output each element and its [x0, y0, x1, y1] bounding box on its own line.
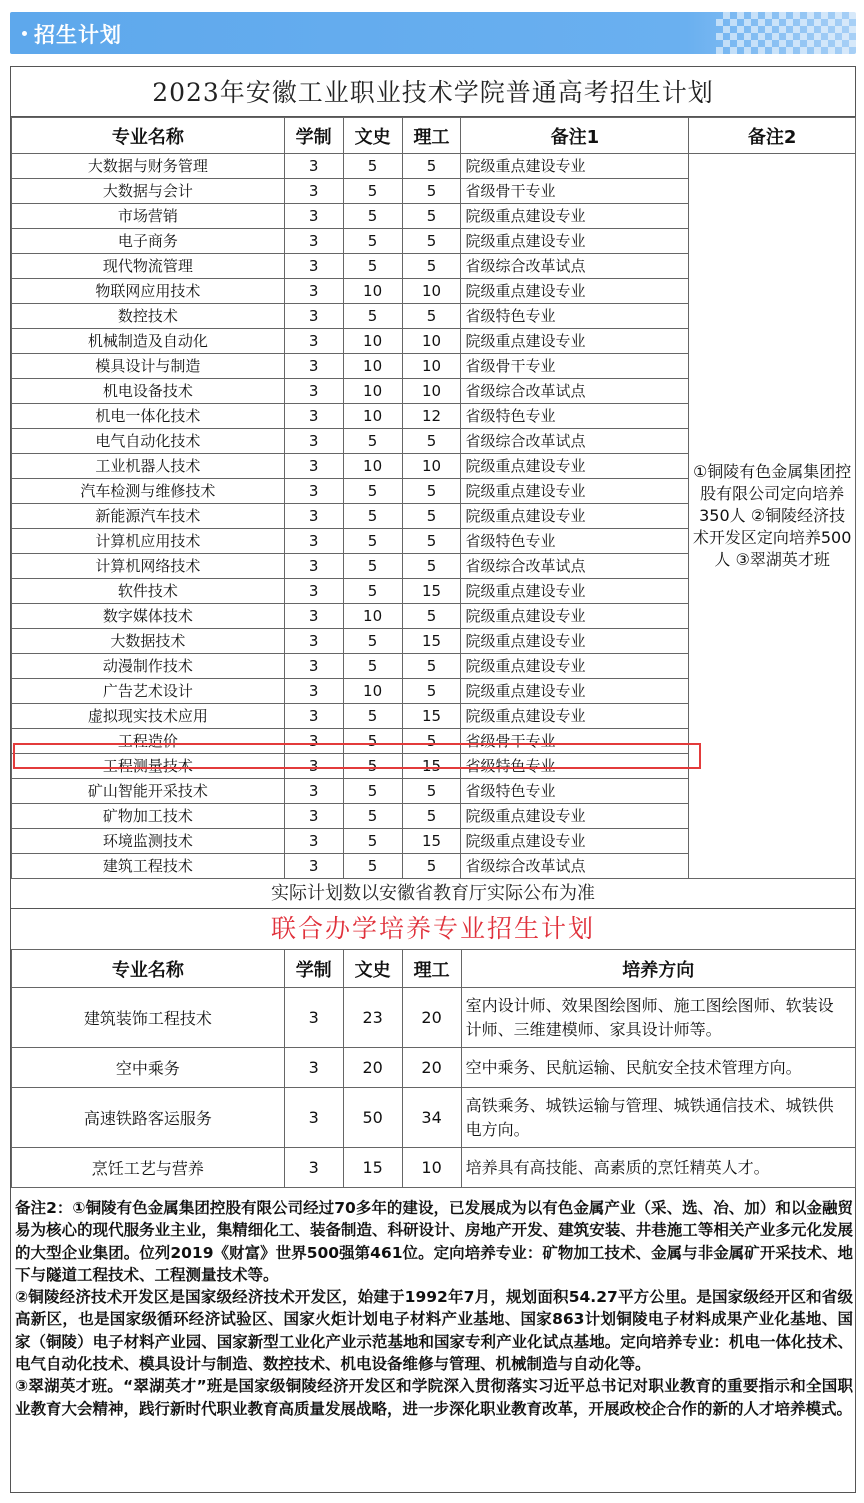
arts-count-cell: 15 — [343, 1148, 402, 1188]
arts-count-cell: 5 — [343, 579, 402, 604]
years-cell: 3 — [284, 329, 343, 354]
col-header-years: 学制 — [284, 118, 343, 154]
plan-title: 2023年安徽工业职业技术学院普通高考招生计划 — [11, 67, 855, 117]
arts-count-cell: 5 — [343, 854, 402, 879]
note1-cell: 省级骨干专业 — [461, 729, 689, 754]
sci-count-cell: 15 — [402, 629, 461, 654]
arts-count-cell: 5 — [343, 179, 402, 204]
years-cell: 3 — [284, 354, 343, 379]
years-cell: 3 — [284, 729, 343, 754]
col-header-name: 专业名称 — [12, 950, 285, 988]
enrollment-sheet — [10, 66, 856, 1493]
note1-cell: 院级重点建设专业 — [461, 154, 689, 179]
years-cell: 3 — [284, 554, 343, 579]
years-cell: 3 — [284, 279, 343, 304]
major-name-cell: 机械制造及自动化 — [12, 329, 285, 354]
major-name-cell: 数字媒体技术 — [12, 604, 285, 629]
arts-count-cell: 10 — [343, 329, 402, 354]
sci-count-cell: 5 — [402, 154, 461, 179]
sci-count-cell: 5 — [402, 854, 461, 879]
major-name-cell: 建筑装饰工程技术 — [12, 988, 285, 1048]
arts-count-cell: 5 — [343, 729, 402, 754]
major-name-cell: 高速铁路客运服务 — [12, 1088, 285, 1148]
note1-cell: 省级综合改革试点 — [461, 379, 689, 404]
arts-count-cell: 10 — [343, 354, 402, 379]
sci-count-cell: 5 — [402, 779, 461, 804]
major-name-cell: 广告艺术设计 — [12, 679, 285, 704]
col-header-direction: 培养方向 — [461, 950, 855, 988]
col-header-sci: 理工 — [402, 118, 461, 154]
sci-count-cell: 10 — [402, 1148, 461, 1188]
note1-cell: 省级特色专业 — [461, 404, 689, 429]
col-header-years: 学制 — [284, 950, 343, 988]
arts-count-cell: 5 — [343, 529, 402, 554]
sci-count-cell: 5 — [402, 254, 461, 279]
years-cell: 3 — [284, 854, 343, 879]
note1-cell: 省级骨干专业 — [461, 354, 689, 379]
arts-count-cell: 10 — [343, 279, 402, 304]
col-header-arts: 文史 — [343, 118, 402, 154]
joint-header-row — [12, 950, 856, 988]
years-cell: 3 — [284, 304, 343, 329]
joint-table — [11, 949, 856, 1188]
sci-count-cell: 5 — [402, 804, 461, 829]
note1-cell: 省级特色专业 — [461, 754, 689, 779]
remark-paragraph: ②铜陵经济技术开发区是国家级经济技术开发区，始建于1992年7月，规划面积54.27平方公里。是国家级经开区和省级高新区，也是国家级循环经济试验区、国家火炬计划电子材料产业基地、国家863计划铜陵电子材料成果产业化基地、国家（铜陵）电子材料产业园、国家新型工业化产业示范基地和国家专利产业化试点基地。定向培养专业：机电一体化技术、电气自动化技术、模具设计与制造、数控技术、机电设备维修与管理、机械制造与自动化等。 — [15, 1288, 853, 1374]
note1-cell: 院级重点建设专业 — [461, 654, 689, 679]
sci-count-cell: 15 — [402, 704, 461, 729]
sci-count-cell: 10 — [402, 329, 461, 354]
sci-count-cell: 10 — [402, 379, 461, 404]
col-header-note2: 备注2 — [689, 118, 856, 154]
sci-count-cell: 15 — [402, 829, 461, 854]
sci-count-cell: 5 — [402, 729, 461, 754]
years-cell: 3 — [284, 704, 343, 729]
arts-count-cell: 5 — [343, 554, 402, 579]
table-row — [12, 1088, 856, 1148]
sci-count-cell: 5 — [402, 429, 461, 454]
years-cell: 3 — [284, 1148, 343, 1188]
col-header-arts: 文史 — [343, 950, 402, 988]
bullet-icon — [22, 31, 27, 36]
sci-count-cell: 34 — [402, 1088, 461, 1148]
arts-count-cell: 5 — [343, 779, 402, 804]
sci-count-cell: 5 — [402, 504, 461, 529]
years-cell: 3 — [284, 679, 343, 704]
years-cell: 3 — [284, 379, 343, 404]
sci-count-cell: 5 — [402, 229, 461, 254]
arts-count-cell: 10 — [343, 679, 402, 704]
note1-cell: 院级重点建设专业 — [461, 679, 689, 704]
arts-count-cell: 5 — [343, 204, 402, 229]
note1-cell: 院级重点建设专业 — [461, 629, 689, 654]
major-name-cell: 矿物加工技术 — [12, 804, 285, 829]
remark-paragraph: 备注2：①铜陵有色金属集团控股有限公司经过70多年的建设，已发展成为以有色金属产业（采、选、冶、加）和以金融贸易为核心的现代服务业主业，集精细化工、装备制造、科研设计、房地产开发、建筑安装、井巷施工等相关产业多元化发展的大型企业集团。位列2019《财富》世界500强第461位。定向培养专业：矿物加工技术、金属与非金属矿开采技术、地下与隧道工程技术、工程测量技术等。 — [15, 1199, 853, 1284]
note1-cell: 省级综合改革试点 — [461, 554, 689, 579]
sci-count-cell: 5 — [402, 304, 461, 329]
note1-cell: 院级重点建设专业 — [461, 804, 689, 829]
arts-count-cell: 10 — [343, 379, 402, 404]
arts-count-cell: 5 — [343, 654, 402, 679]
col-header-sci: 理工 — [402, 950, 461, 988]
major-name-cell: 烹饪工艺与营养 — [12, 1148, 285, 1188]
note1-cell: 院级重点建设专业 — [461, 454, 689, 479]
arts-count-cell: 5 — [343, 629, 402, 654]
years-cell: 3 — [284, 504, 343, 529]
note1-cell: 省级特色专业 — [461, 779, 689, 804]
note1-cell: 院级重点建设专业 — [461, 329, 689, 354]
remark-paragraph: ③翠湖英才班。“翠湖英才”班是国家级铜陵经济开发区和学院深入贯彻落实习近平总书记对职业教育的重要指示和全国职业教育大会精神，践行新时代职业教育高质量发展战略，进一步深化职业教育改革，开展政校企合作的新的人才培养模式。 — [15, 1377, 853, 1418]
major-name-cell: 市场营销 — [12, 204, 285, 229]
arts-count-cell: 10 — [343, 604, 402, 629]
years-cell: 3 — [284, 779, 343, 804]
remarks-block — [15, 1197, 853, 1420]
major-name-cell: 物联网应用技术 — [12, 279, 285, 304]
major-name-cell: 空中乘务 — [12, 1048, 285, 1088]
major-name-cell: 现代物流管理 — [12, 254, 285, 279]
major-name-cell: 工程测量技术 — [12, 754, 285, 779]
arts-count-cell: 5 — [343, 154, 402, 179]
sci-count-cell: 5 — [402, 529, 461, 554]
decorative-pattern — [716, 12, 856, 54]
years-cell: 3 — [284, 754, 343, 779]
years-cell: 3 — [284, 829, 343, 854]
sci-count-cell: 5 — [402, 479, 461, 504]
direction-cell: 培养具有高技能、高素质的烹饪精英人才。 — [461, 1148, 855, 1188]
major-name-cell: 环境监测技术 — [12, 829, 285, 854]
sci-count-cell: 5 — [402, 554, 461, 579]
major-name-cell: 工业机器人技术 — [12, 454, 285, 479]
note1-cell: 院级重点建设专业 — [461, 229, 689, 254]
major-name-cell: 计算机应用技术 — [12, 529, 285, 554]
sci-count-cell: 5 — [402, 179, 461, 204]
years-cell: 3 — [284, 604, 343, 629]
arts-count-cell: 5 — [343, 804, 402, 829]
years-cell: 3 — [284, 529, 343, 554]
years-cell: 3 — [284, 229, 343, 254]
years-cell: 3 — [284, 154, 343, 179]
sci-count-cell: 15 — [402, 754, 461, 779]
major-name-cell: 建筑工程技术 — [12, 854, 285, 879]
col-header-note1: 备注1 — [461, 118, 689, 154]
note1-cell: 省级综合改革试点 — [461, 254, 689, 279]
section-title: 招生计划 — [34, 23, 122, 47]
arts-count-cell: 10 — [343, 454, 402, 479]
plan-table — [11, 117, 856, 879]
sci-count-cell: 12 — [402, 404, 461, 429]
note1-cell: 院级重点建设专业 — [461, 204, 689, 229]
major-name-cell: 汽车检测与维修技术 — [12, 479, 285, 504]
direction-cell: 高铁乘务、城铁运输与管理、城铁通信技术、城铁供电方向。 — [461, 1088, 855, 1148]
sci-count-cell: 20 — [402, 1048, 461, 1088]
arts-count-cell: 5 — [343, 829, 402, 854]
arts-count-cell: 5 — [343, 704, 402, 729]
arts-count-cell: 5 — [343, 479, 402, 504]
note1-cell: 院级重点建设专业 — [461, 604, 689, 629]
arts-count-cell: 5 — [343, 304, 402, 329]
note1-cell: 院级重点建设专业 — [461, 704, 689, 729]
note1-cell: 省级特色专业 — [461, 529, 689, 554]
col-header-name: 专业名称 — [12, 118, 285, 154]
arts-count-cell: 5 — [343, 229, 402, 254]
sci-count-cell: 10 — [402, 279, 461, 304]
arts-count-cell: 5 — [343, 429, 402, 454]
years-cell: 3 — [284, 804, 343, 829]
major-name-cell: 新能源汽车技术 — [12, 504, 285, 529]
note1-cell: 院级重点建设专业 — [461, 504, 689, 529]
years-cell: 3 — [284, 429, 343, 454]
note1-cell: 省级综合改革试点 — [461, 429, 689, 454]
years-cell: 3 — [284, 179, 343, 204]
major-name-cell: 软件技术 — [12, 579, 285, 604]
remark2-cell: ①铜陵有色金属集团控股有限公司定向培养350人 ②铜陵经济技术开发区定向培养500人 ③翠湖英才班 — [689, 154, 856, 879]
major-name-cell: 电气自动化技术 — [12, 429, 285, 454]
sci-count-cell: 5 — [402, 204, 461, 229]
sci-count-cell: 5 — [402, 679, 461, 704]
arts-count-cell: 5 — [343, 254, 402, 279]
arts-count-cell: 23 — [343, 988, 402, 1048]
years-cell: 3 — [284, 988, 343, 1048]
sci-count-cell: 5 — [402, 604, 461, 629]
arts-count-cell: 50 — [343, 1088, 402, 1148]
years-cell: 3 — [284, 654, 343, 679]
table-row — [12, 154, 856, 179]
years-cell: 3 — [284, 479, 343, 504]
years-cell: 3 — [284, 1088, 343, 1148]
major-name-cell: 工程造价 — [12, 729, 285, 754]
major-name-cell: 数控技术 — [12, 304, 285, 329]
direction-cell: 室内设计师、效果图绘图师、施工图绘图师、软装设计师、三维建模师、家具设计师等。 — [461, 988, 855, 1048]
note1-cell: 院级重点建设专业 — [461, 279, 689, 304]
table-row — [12, 1148, 856, 1188]
major-name-cell: 机电一体化技术 — [12, 404, 285, 429]
years-cell: 3 — [284, 579, 343, 604]
sci-count-cell: 5 — [402, 654, 461, 679]
major-name-cell: 动漫制作技术 — [12, 654, 285, 679]
table-row — [12, 988, 856, 1048]
sci-count-cell: 15 — [402, 579, 461, 604]
major-name-cell: 大数据与会计 — [12, 179, 285, 204]
years-cell: 3 — [284, 404, 343, 429]
arts-count-cell: 5 — [343, 504, 402, 529]
note1-cell: 省级综合改革试点 — [461, 854, 689, 879]
major-name-cell: 计算机网络技术 — [12, 554, 285, 579]
plan-header-row — [12, 118, 856, 154]
major-name-cell: 矿山智能开采技术 — [12, 779, 285, 804]
note1-cell: 省级特色专业 — [461, 304, 689, 329]
major-name-cell: 大数据技术 — [12, 629, 285, 654]
section-header — [10, 12, 856, 54]
note1-cell: 省级骨干专业 — [461, 179, 689, 204]
major-name-cell: 模具设计与制造 — [12, 354, 285, 379]
major-name-cell: 虚拟现实技术应用 — [12, 704, 285, 729]
direction-cell: 空中乘务、民航运输、民航安全技术管理方向。 — [461, 1048, 855, 1088]
years-cell: 3 — [284, 629, 343, 654]
years-cell: 3 — [284, 254, 343, 279]
arts-count-cell: 5 — [343, 754, 402, 779]
sci-count-cell: 10 — [402, 354, 461, 379]
sci-count-cell: 10 — [402, 454, 461, 479]
years-cell: 3 — [284, 204, 343, 229]
joint-title: 联合办学培养专业招生计划 — [270, 914, 595, 943]
plan-footnote: 实际计划数以安徽省教育厅实际公布为准 — [11, 879, 855, 909]
table-row — [12, 1048, 856, 1088]
note1-cell: 院级重点建设专业 — [461, 479, 689, 504]
note1-cell: 院级重点建设专业 — [461, 829, 689, 854]
major-name-cell: 大数据与财务管理 — [12, 154, 285, 179]
sci-count-cell: 20 — [402, 988, 461, 1048]
years-cell: 3 — [284, 1048, 343, 1088]
major-name-cell: 电子商务 — [12, 229, 285, 254]
major-name-cell: 机电设备技术 — [12, 379, 285, 404]
years-cell: 3 — [284, 454, 343, 479]
arts-count-cell: 20 — [343, 1048, 402, 1088]
note1-cell: 院级重点建设专业 — [461, 579, 689, 604]
arts-count-cell: 10 — [343, 404, 402, 429]
